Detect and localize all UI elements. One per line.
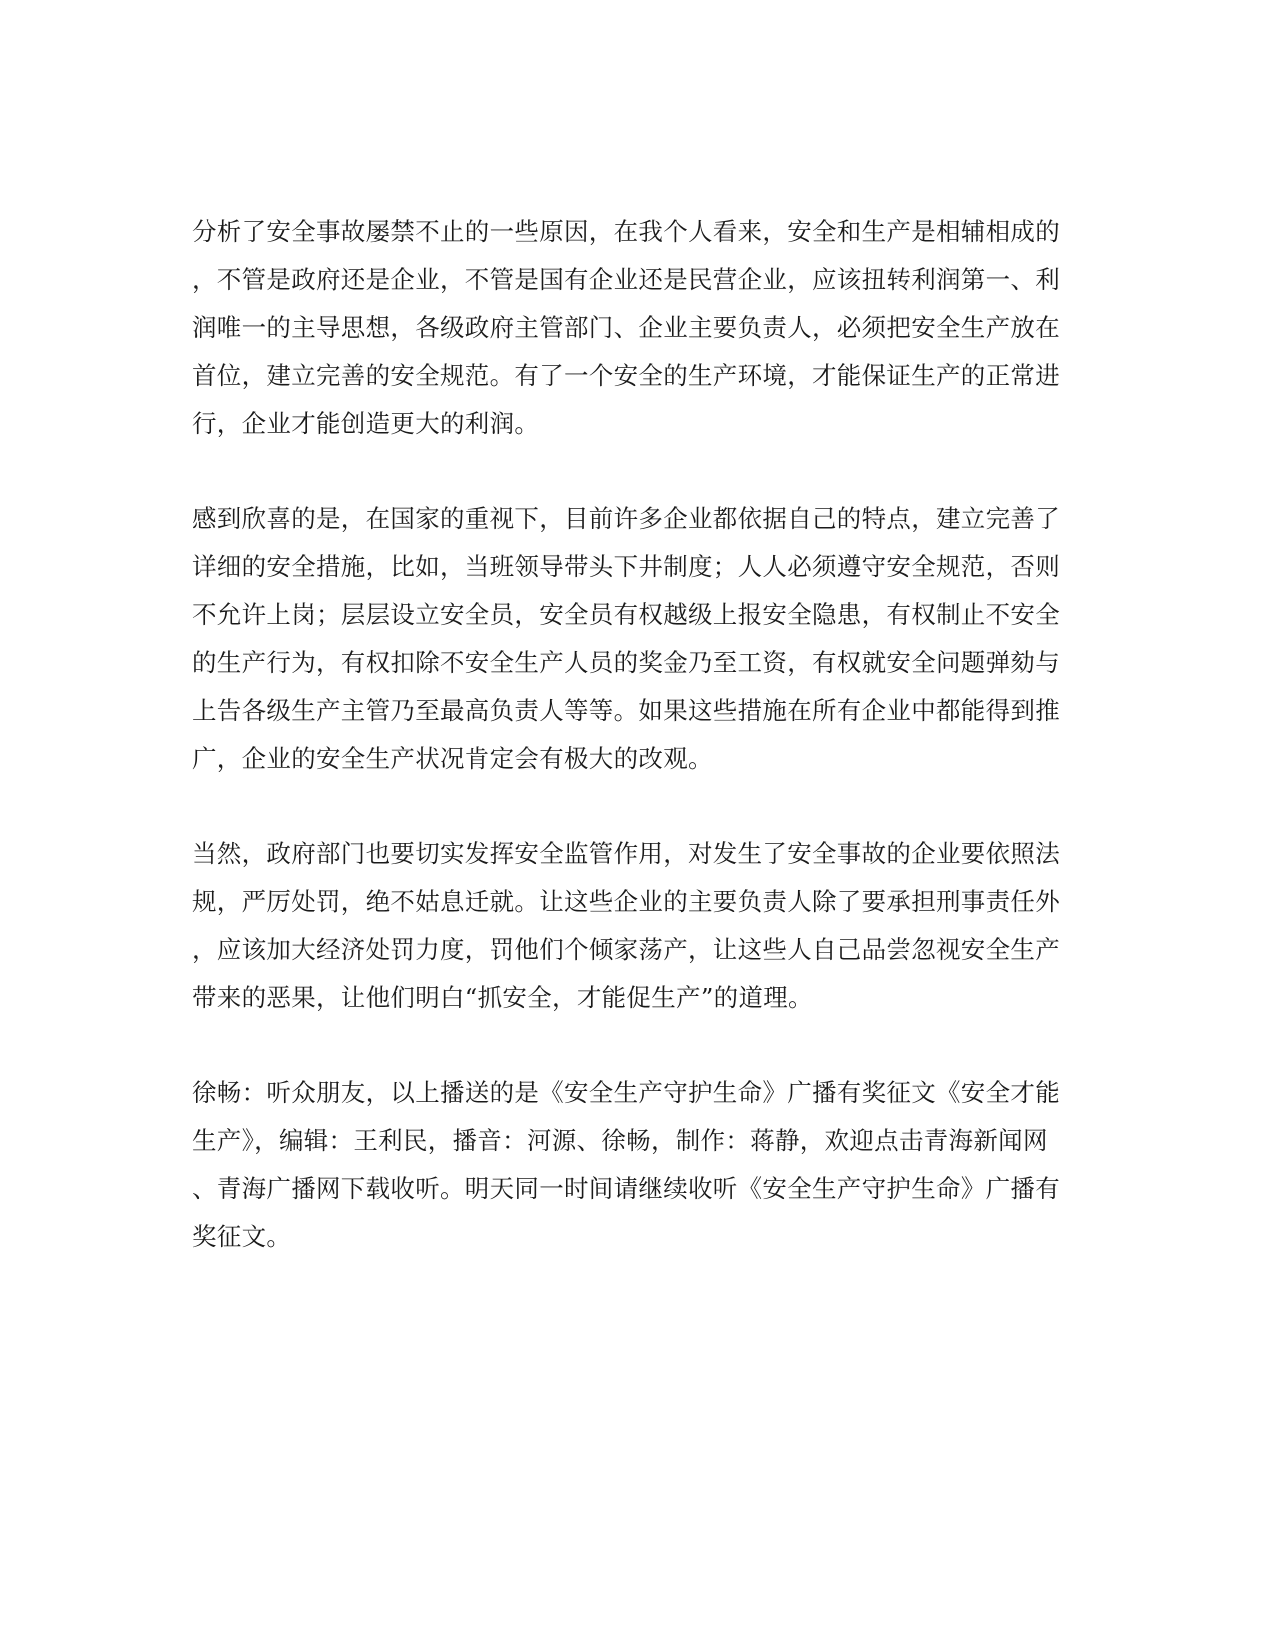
- paragraph-2: [192, 495, 1072, 783]
- text-line: 感到欣喜的是，在国家的重视下，目前许多企业都依据自己的特点，建立完善了: [192, 504, 1060, 533]
- document-body: [192, 208, 1072, 1261]
- text-line: 带来的恶果，让他们明白“抓安全，才能促生产”的道理。: [192, 983, 813, 1012]
- text-line: 不允许上岗；层层设立安全员，安全员有权越级上报安全隐患，有权制止不安全: [192, 600, 1060, 629]
- text-line: 上告各级生产主管乃至最高负责人等等。如果这些措施在所有企业中都能得到推: [192, 696, 1060, 725]
- text-line: 润唯一的主导思想，各级政府主管部门、企业主要负责人，必须把安全生产放在: [192, 313, 1060, 342]
- text-line: 分析了安全事故屡禁不止的一些原因，在我个人看来，安全和生产是相辅相成的: [192, 217, 1060, 246]
- text-line: 规，严厉处罚，绝不姑息迁就。让这些企业的主要负责人除了要承担刑事责任外: [192, 887, 1060, 916]
- text-line: 详细的安全措施，比如，当班领导带头下井制度；人人必须遵守安全规范，否则: [192, 552, 1060, 581]
- text-line: 当然，政府部门也要切实发挥安全监管作用，对发生了安全事故的企业要依照法: [192, 839, 1060, 868]
- text-line: 广，企业的安全生产状况肯定会有极大的改观。: [192, 744, 713, 773]
- text-line: 行，企业才能创造更大的利润。: [192, 409, 540, 438]
- text-line: 、青海广播网下载收听。明天同一时间请继续收听《安全生产守护生命》广播有: [192, 1174, 1060, 1203]
- paragraph-spacer: [192, 783, 1072, 830]
- text-line: 首位，建立完善的安全规范。有了一个安全的生产环境，才能保证生产的正常进: [192, 361, 1060, 390]
- paragraph-1: [192, 208, 1072, 448]
- paragraph-3: [192, 830, 1072, 1022]
- text-line: ，不管是政府还是企业，不管是国有企业还是民营企业，应该扭转利润第一、利: [192, 265, 1060, 294]
- text-line: 奖征文。: [192, 1222, 292, 1251]
- paragraph-spacer: [192, 448, 1072, 495]
- text-line: 的生产行为，有权扣除不安全生产人员的奖金乃至工资，有权就安全问题弹劾与: [192, 648, 1060, 677]
- text-line: 生产》，编辑：王利民，播音：河源、徐畅，制作：蒋静，欢迎点击青海新闻网: [192, 1126, 1048, 1155]
- paragraph-spacer: [192, 1022, 1072, 1069]
- text-line: 徐畅：听众朋友，以上播送的是《安全生产守护生命》广播有奖征文《安全才能: [192, 1078, 1060, 1107]
- paragraph-4: [192, 1069, 1072, 1261]
- text-line: ，应该加大经济处罚力度，罚他们个倾家荡产，让这些人自己品尝忽视安全生产: [192, 935, 1060, 964]
